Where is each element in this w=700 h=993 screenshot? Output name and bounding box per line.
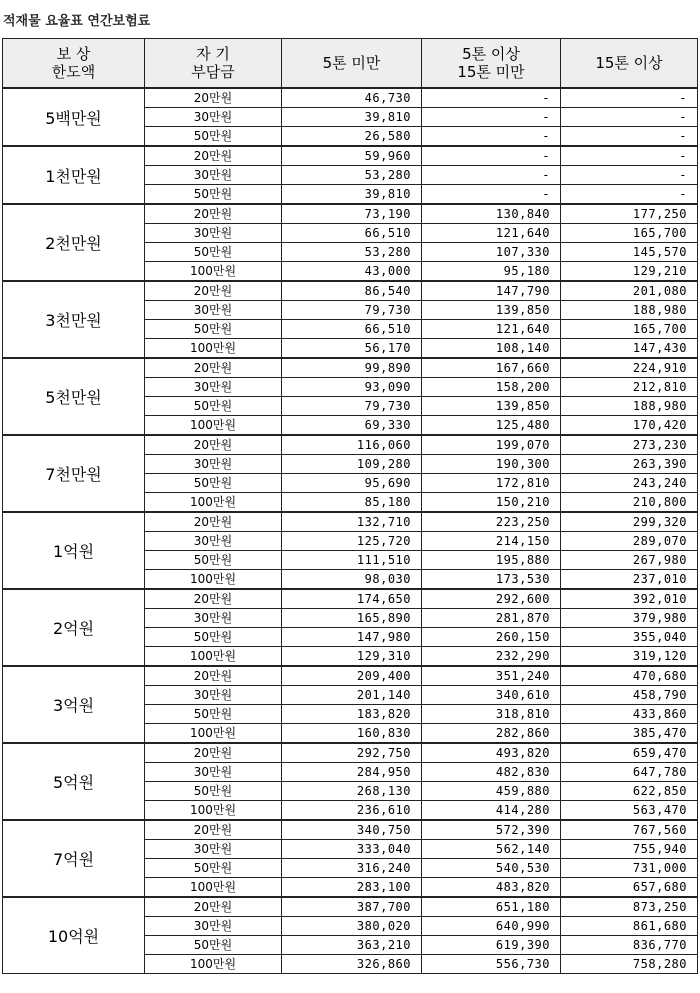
premium-5-to-15-ton-cell: 640,990 bbox=[422, 917, 561, 936]
premium-over-15-ton-cell: 433,860 bbox=[561, 705, 698, 724]
table-row bbox=[3, 743, 698, 763]
premium-over-15-ton-cell: 355,040 bbox=[561, 628, 698, 647]
deductible-cell: 50만원 bbox=[145, 551, 282, 570]
premium-over-15-ton-cell: 470,680 bbox=[561, 666, 698, 686]
premium-under-5-ton-cell: 79,730 bbox=[282, 301, 422, 320]
premium-5-to-15-ton-cell: 121,640 bbox=[422, 224, 561, 243]
table-row bbox=[3, 204, 698, 224]
premium-under-5-ton-cell: 111,510 bbox=[282, 551, 422, 570]
premium-under-5-ton-cell: 387,700 bbox=[282, 897, 422, 917]
premium-5-to-15-ton-cell: - bbox=[422, 166, 561, 185]
deductible-cell: 30만원 bbox=[145, 609, 282, 628]
premium-5-to-15-ton-cell: - bbox=[422, 127, 561, 147]
premium-5-to-15-ton-cell: 139,850 bbox=[422, 397, 561, 416]
deductible-cell: 30만원 bbox=[145, 301, 282, 320]
premium-over-15-ton-cell: 243,240 bbox=[561, 474, 698, 493]
premium-under-5-ton-cell: 174,650 bbox=[282, 589, 422, 609]
premium-over-15-ton-cell: 237,010 bbox=[561, 570, 698, 590]
premium-5-to-15-ton-cell: 172,810 bbox=[422, 474, 561, 493]
premium-under-5-ton-cell: 283,100 bbox=[282, 878, 422, 898]
premium-5-to-15-ton-cell: 414,280 bbox=[422, 801, 561, 821]
table-row bbox=[3, 897, 698, 917]
premium-over-15-ton-cell: - bbox=[561, 166, 698, 185]
premium-5-to-15-ton-cell: 199,070 bbox=[422, 435, 561, 455]
premium-over-15-ton-cell: 177,250 bbox=[561, 204, 698, 224]
premium-5-to-15-ton-cell: - bbox=[422, 146, 561, 166]
premium-under-5-ton-cell: 201,140 bbox=[282, 686, 422, 705]
deductible-cell: 50만원 bbox=[145, 705, 282, 724]
premium-under-5-ton-cell: 39,810 bbox=[282, 185, 422, 205]
deductible-cell: 100만원 bbox=[145, 724, 282, 744]
premium-over-15-ton-cell: 188,980 bbox=[561, 397, 698, 416]
premium-over-15-ton-cell: 263,390 bbox=[561, 455, 698, 474]
premium-over-15-ton-cell: 731,000 bbox=[561, 859, 698, 878]
coverage-limit-cell: 10억원 bbox=[3, 897, 145, 974]
premium-over-15-ton-cell: 379,980 bbox=[561, 609, 698, 628]
premium-under-5-ton-cell: 69,330 bbox=[282, 416, 422, 436]
limit-group bbox=[3, 281, 698, 358]
premium-over-15-ton-cell: 201,080 bbox=[561, 281, 698, 301]
deductible-cell: 100만원 bbox=[145, 416, 282, 436]
premium-5-to-15-ton-cell: 223,250 bbox=[422, 512, 561, 532]
limit-group bbox=[3, 435, 698, 512]
premium-5-to-15-ton-cell: 482,830 bbox=[422, 763, 561, 782]
coverage-limit-cell: 2천만원 bbox=[3, 204, 145, 281]
coverage-limit-cell: 3억원 bbox=[3, 666, 145, 743]
premium-under-5-ton-cell: 95,690 bbox=[282, 474, 422, 493]
deductible-cell: 50만원 bbox=[145, 628, 282, 647]
premium-under-5-ton-cell: 99,890 bbox=[282, 358, 422, 378]
premium-5-to-15-ton-cell: 121,640 bbox=[422, 320, 561, 339]
deductible-cell: 100만원 bbox=[145, 955, 282, 974]
premium-over-15-ton-cell: 299,320 bbox=[561, 512, 698, 532]
premium-5-to-15-ton-cell: 158,200 bbox=[422, 378, 561, 397]
deductible-cell: 20만원 bbox=[145, 435, 282, 455]
premium-over-15-ton-cell: 758,280 bbox=[561, 955, 698, 974]
premium-over-15-ton-cell: 289,070 bbox=[561, 532, 698, 551]
premium-under-5-ton-cell: 333,040 bbox=[282, 840, 422, 859]
coverage-limit-cell: 2억원 bbox=[3, 589, 145, 666]
premium-5-to-15-ton-cell: 340,610 bbox=[422, 686, 561, 705]
header-deductible: 자 기 부담금 bbox=[145, 39, 282, 89]
deductible-cell: 100만원 bbox=[145, 801, 282, 821]
deductible-cell: 20만원 bbox=[145, 743, 282, 763]
premium-under-5-ton-cell: 129,310 bbox=[282, 647, 422, 667]
table-row bbox=[3, 88, 698, 108]
premium-under-5-ton-cell: 98,030 bbox=[282, 570, 422, 590]
deductible-cell: 50만원 bbox=[145, 320, 282, 339]
deductible-cell: 20만원 bbox=[145, 88, 282, 108]
premium-5-to-15-ton-cell: 130,840 bbox=[422, 204, 561, 224]
premium-5-to-15-ton-cell: 619,390 bbox=[422, 936, 561, 955]
premium-over-15-ton-cell: 165,700 bbox=[561, 224, 698, 243]
premium-over-15-ton-cell: 392,010 bbox=[561, 589, 698, 609]
limit-group bbox=[3, 897, 698, 974]
header-coverage-limit: 보 상 한도액 bbox=[3, 39, 145, 89]
premium-5-to-15-ton-cell: 540,530 bbox=[422, 859, 561, 878]
premium-under-5-ton-cell: 53,280 bbox=[282, 166, 422, 185]
premium-5-to-15-ton-cell: 282,860 bbox=[422, 724, 561, 744]
limit-group bbox=[3, 589, 698, 666]
premium-under-5-ton-cell: 79,730 bbox=[282, 397, 422, 416]
deductible-cell: 20만원 bbox=[145, 358, 282, 378]
premium-under-5-ton-cell: 116,060 bbox=[282, 435, 422, 455]
deductible-cell: 100만원 bbox=[145, 262, 282, 282]
premium-5-to-15-ton-cell: 125,480 bbox=[422, 416, 561, 436]
coverage-limit-cell: 5억원 bbox=[3, 743, 145, 820]
premium-under-5-ton-cell: 147,980 bbox=[282, 628, 422, 647]
premium-over-15-ton-cell: 563,470 bbox=[561, 801, 698, 821]
premium-over-15-ton-cell: 659,470 bbox=[561, 743, 698, 763]
coverage-limit-cell: 1천만원 bbox=[3, 146, 145, 204]
coverage-limit-cell: 5천만원 bbox=[3, 358, 145, 435]
deductible-cell: 50만원 bbox=[145, 936, 282, 955]
premium-rate-table bbox=[2, 38, 698, 974]
premium-5-to-15-ton-cell: 95,180 bbox=[422, 262, 561, 282]
deductible-cell: 30만원 bbox=[145, 917, 282, 936]
premium-over-15-ton-cell: 836,770 bbox=[561, 936, 698, 955]
premium-under-5-ton-cell: 326,860 bbox=[282, 955, 422, 974]
premium-under-5-ton-cell: 86,540 bbox=[282, 281, 422, 301]
premium-5-to-15-ton-cell: - bbox=[422, 185, 561, 205]
premium-under-5-ton-cell: 165,890 bbox=[282, 609, 422, 628]
deductible-cell: 100만원 bbox=[145, 570, 282, 590]
premium-under-5-ton-cell: 66,510 bbox=[282, 224, 422, 243]
premium-under-5-ton-cell: 53,280 bbox=[282, 243, 422, 262]
premium-over-15-ton-cell: 385,470 bbox=[561, 724, 698, 744]
premium-under-5-ton-cell: 39,810 bbox=[282, 108, 422, 127]
premium-over-15-ton-cell: 273,230 bbox=[561, 435, 698, 455]
premium-over-15-ton-cell: 647,780 bbox=[561, 763, 698, 782]
premium-5-to-15-ton-cell: 150,210 bbox=[422, 493, 561, 513]
premium-under-5-ton-cell: 340,750 bbox=[282, 820, 422, 840]
deductible-cell: 20만원 bbox=[145, 281, 282, 301]
deductible-cell: 30만원 bbox=[145, 224, 282, 243]
coverage-limit-cell: 7천만원 bbox=[3, 435, 145, 512]
deductible-cell: 20만원 bbox=[145, 666, 282, 686]
premium-under-5-ton-cell: 43,000 bbox=[282, 262, 422, 282]
coverage-limit-cell: 3천만원 bbox=[3, 281, 145, 358]
premium-5-to-15-ton-cell: 281,870 bbox=[422, 609, 561, 628]
premium-over-15-ton-cell: 212,810 bbox=[561, 378, 698, 397]
premium-under-5-ton-cell: 125,720 bbox=[282, 532, 422, 551]
table-row bbox=[3, 281, 698, 301]
header-5-to-15-ton: 5톤 이상 15톤 미만 bbox=[422, 39, 561, 89]
limit-group bbox=[3, 204, 698, 281]
header-row bbox=[3, 39, 698, 89]
limit-group bbox=[3, 146, 698, 204]
premium-over-15-ton-cell: 188,980 bbox=[561, 301, 698, 320]
deductible-cell: 50만원 bbox=[145, 127, 282, 147]
premium-5-to-15-ton-cell: 651,180 bbox=[422, 897, 561, 917]
premium-5-to-15-ton-cell: 139,850 bbox=[422, 301, 561, 320]
premium-over-15-ton-cell: 873,250 bbox=[561, 897, 698, 917]
premium-over-15-ton-cell: 861,680 bbox=[561, 917, 698, 936]
premium-over-15-ton-cell: - bbox=[561, 88, 698, 108]
deductible-cell: 20만원 bbox=[145, 512, 282, 532]
premium-under-5-ton-cell: 268,130 bbox=[282, 782, 422, 801]
deductible-cell: 50만원 bbox=[145, 782, 282, 801]
limit-group bbox=[3, 358, 698, 435]
premium-5-to-15-ton-cell: 318,810 bbox=[422, 705, 561, 724]
premium-5-to-15-ton-cell: 351,240 bbox=[422, 666, 561, 686]
premium-under-5-ton-cell: 73,190 bbox=[282, 204, 422, 224]
premium-over-15-ton-cell: 767,560 bbox=[561, 820, 698, 840]
premium-under-5-ton-cell: 85,180 bbox=[282, 493, 422, 513]
premium-under-5-ton-cell: 183,820 bbox=[282, 705, 422, 724]
deductible-cell: 50만원 bbox=[145, 243, 282, 262]
table-row bbox=[3, 666, 698, 686]
premium-over-15-ton-cell: 147,430 bbox=[561, 339, 698, 359]
premium-under-5-ton-cell: 59,960 bbox=[282, 146, 422, 166]
premium-5-to-15-ton-cell: 562,140 bbox=[422, 840, 561, 859]
premium-under-5-ton-cell: 363,210 bbox=[282, 936, 422, 955]
premium-under-5-ton-cell: 56,170 bbox=[282, 339, 422, 359]
deductible-cell: 100만원 bbox=[145, 339, 282, 359]
deductible-cell: 30만원 bbox=[145, 840, 282, 859]
premium-over-15-ton-cell: 458,790 bbox=[561, 686, 698, 705]
premium-under-5-ton-cell: 236,610 bbox=[282, 801, 422, 821]
coverage-limit-cell: 1억원 bbox=[3, 512, 145, 589]
premium-5-to-15-ton-cell: - bbox=[422, 108, 561, 127]
deductible-cell: 30만원 bbox=[145, 108, 282, 127]
premium-over-15-ton-cell: - bbox=[561, 185, 698, 205]
page-title: 적재물 요율표 연간보험료 bbox=[3, 14, 151, 29]
premium-5-to-15-ton-cell: 292,600 bbox=[422, 589, 561, 609]
premium-over-15-ton-cell: 165,700 bbox=[561, 320, 698, 339]
premium-over-15-ton-cell: 145,570 bbox=[561, 243, 698, 262]
premium-5-to-15-ton-cell: 232,290 bbox=[422, 647, 561, 667]
premium-5-to-15-ton-cell: 214,150 bbox=[422, 532, 561, 551]
premium-over-15-ton-cell: 129,210 bbox=[561, 262, 698, 282]
deductible-cell: 50만원 bbox=[145, 185, 282, 205]
premium-5-to-15-ton-cell: 167,660 bbox=[422, 358, 561, 378]
deductible-cell: 30만원 bbox=[145, 378, 282, 397]
deductible-cell: 100만원 bbox=[145, 878, 282, 898]
limit-group bbox=[3, 512, 698, 589]
premium-over-15-ton-cell: 319,120 bbox=[561, 647, 698, 667]
limit-group bbox=[3, 743, 698, 820]
premium-5-to-15-ton-cell: - bbox=[422, 88, 561, 108]
coverage-limit-cell: 5백만원 bbox=[3, 88, 145, 146]
deductible-cell: 30만원 bbox=[145, 455, 282, 474]
deductible-cell: 20만원 bbox=[145, 820, 282, 840]
premium-under-5-ton-cell: 109,280 bbox=[282, 455, 422, 474]
premium-under-5-ton-cell: 284,950 bbox=[282, 763, 422, 782]
table-row bbox=[3, 146, 698, 166]
premium-under-5-ton-cell: 93,090 bbox=[282, 378, 422, 397]
deductible-cell: 100만원 bbox=[145, 493, 282, 513]
premium-5-to-15-ton-cell: 190,300 bbox=[422, 455, 561, 474]
premium-under-5-ton-cell: 46,730 bbox=[282, 88, 422, 108]
premium-5-to-15-ton-cell: 147,790 bbox=[422, 281, 561, 301]
premium-over-15-ton-cell: 755,940 bbox=[561, 840, 698, 859]
limit-group bbox=[3, 666, 698, 743]
premium-under-5-ton-cell: 292,750 bbox=[282, 743, 422, 763]
premium-under-5-ton-cell: 26,580 bbox=[282, 127, 422, 147]
header-over-15-ton: 15톤 이상 bbox=[561, 39, 698, 89]
premium-under-5-ton-cell: 66,510 bbox=[282, 320, 422, 339]
premium-over-15-ton-cell: - bbox=[561, 146, 698, 166]
premium-over-15-ton-cell: 170,420 bbox=[561, 416, 698, 436]
premium-under-5-ton-cell: 160,830 bbox=[282, 724, 422, 744]
deductible-cell: 20만원 bbox=[145, 897, 282, 917]
premium-over-15-ton-cell: 210,800 bbox=[561, 493, 698, 513]
deductible-cell: 50만원 bbox=[145, 397, 282, 416]
limit-group bbox=[3, 88, 698, 146]
deductible-cell: 20만원 bbox=[145, 589, 282, 609]
premium-5-to-15-ton-cell: 173,530 bbox=[422, 570, 561, 590]
table-row bbox=[3, 435, 698, 455]
premium-over-15-ton-cell: 622,850 bbox=[561, 782, 698, 801]
deductible-cell: 50만원 bbox=[145, 474, 282, 493]
deductible-cell: 30만원 bbox=[145, 532, 282, 551]
premium-5-to-15-ton-cell: 556,730 bbox=[422, 955, 561, 974]
premium-under-5-ton-cell: 209,400 bbox=[282, 666, 422, 686]
deductible-cell: 30만원 bbox=[145, 763, 282, 782]
deductible-cell: 30만원 bbox=[145, 166, 282, 185]
premium-under-5-ton-cell: 380,020 bbox=[282, 917, 422, 936]
table-row bbox=[3, 820, 698, 840]
coverage-limit-cell: 7억원 bbox=[3, 820, 145, 897]
table-row bbox=[3, 512, 698, 532]
premium-over-15-ton-cell: - bbox=[561, 127, 698, 147]
table-row bbox=[3, 358, 698, 378]
premium-5-to-15-ton-cell: 108,140 bbox=[422, 339, 561, 359]
premium-over-15-ton-cell: 657,680 bbox=[561, 878, 698, 898]
deductible-cell: 30만원 bbox=[145, 686, 282, 705]
premium-5-to-15-ton-cell: 107,330 bbox=[422, 243, 561, 262]
deductible-cell: 20만원 bbox=[145, 204, 282, 224]
premium-under-5-ton-cell: 132,710 bbox=[282, 512, 422, 532]
limit-group bbox=[3, 820, 698, 897]
header-under-5-ton: 5톤 미만 bbox=[282, 39, 422, 89]
premium-over-15-ton-cell: - bbox=[561, 108, 698, 127]
deductible-cell: 20만원 bbox=[145, 146, 282, 166]
premium-5-to-15-ton-cell: 260,150 bbox=[422, 628, 561, 647]
premium-5-to-15-ton-cell: 459,880 bbox=[422, 782, 561, 801]
premium-over-15-ton-cell: 267,980 bbox=[561, 551, 698, 570]
deductible-cell: 100만원 bbox=[145, 647, 282, 667]
deductible-cell: 50만원 bbox=[145, 859, 282, 878]
premium-over-15-ton-cell: 224,910 bbox=[561, 358, 698, 378]
premium-under-5-ton-cell: 316,240 bbox=[282, 859, 422, 878]
premium-5-to-15-ton-cell: 493,820 bbox=[422, 743, 561, 763]
premium-5-to-15-ton-cell: 195,880 bbox=[422, 551, 561, 570]
premium-5-to-15-ton-cell: 483,820 bbox=[422, 878, 561, 898]
premium-5-to-15-ton-cell: 572,390 bbox=[422, 820, 561, 840]
table-row bbox=[3, 589, 698, 609]
